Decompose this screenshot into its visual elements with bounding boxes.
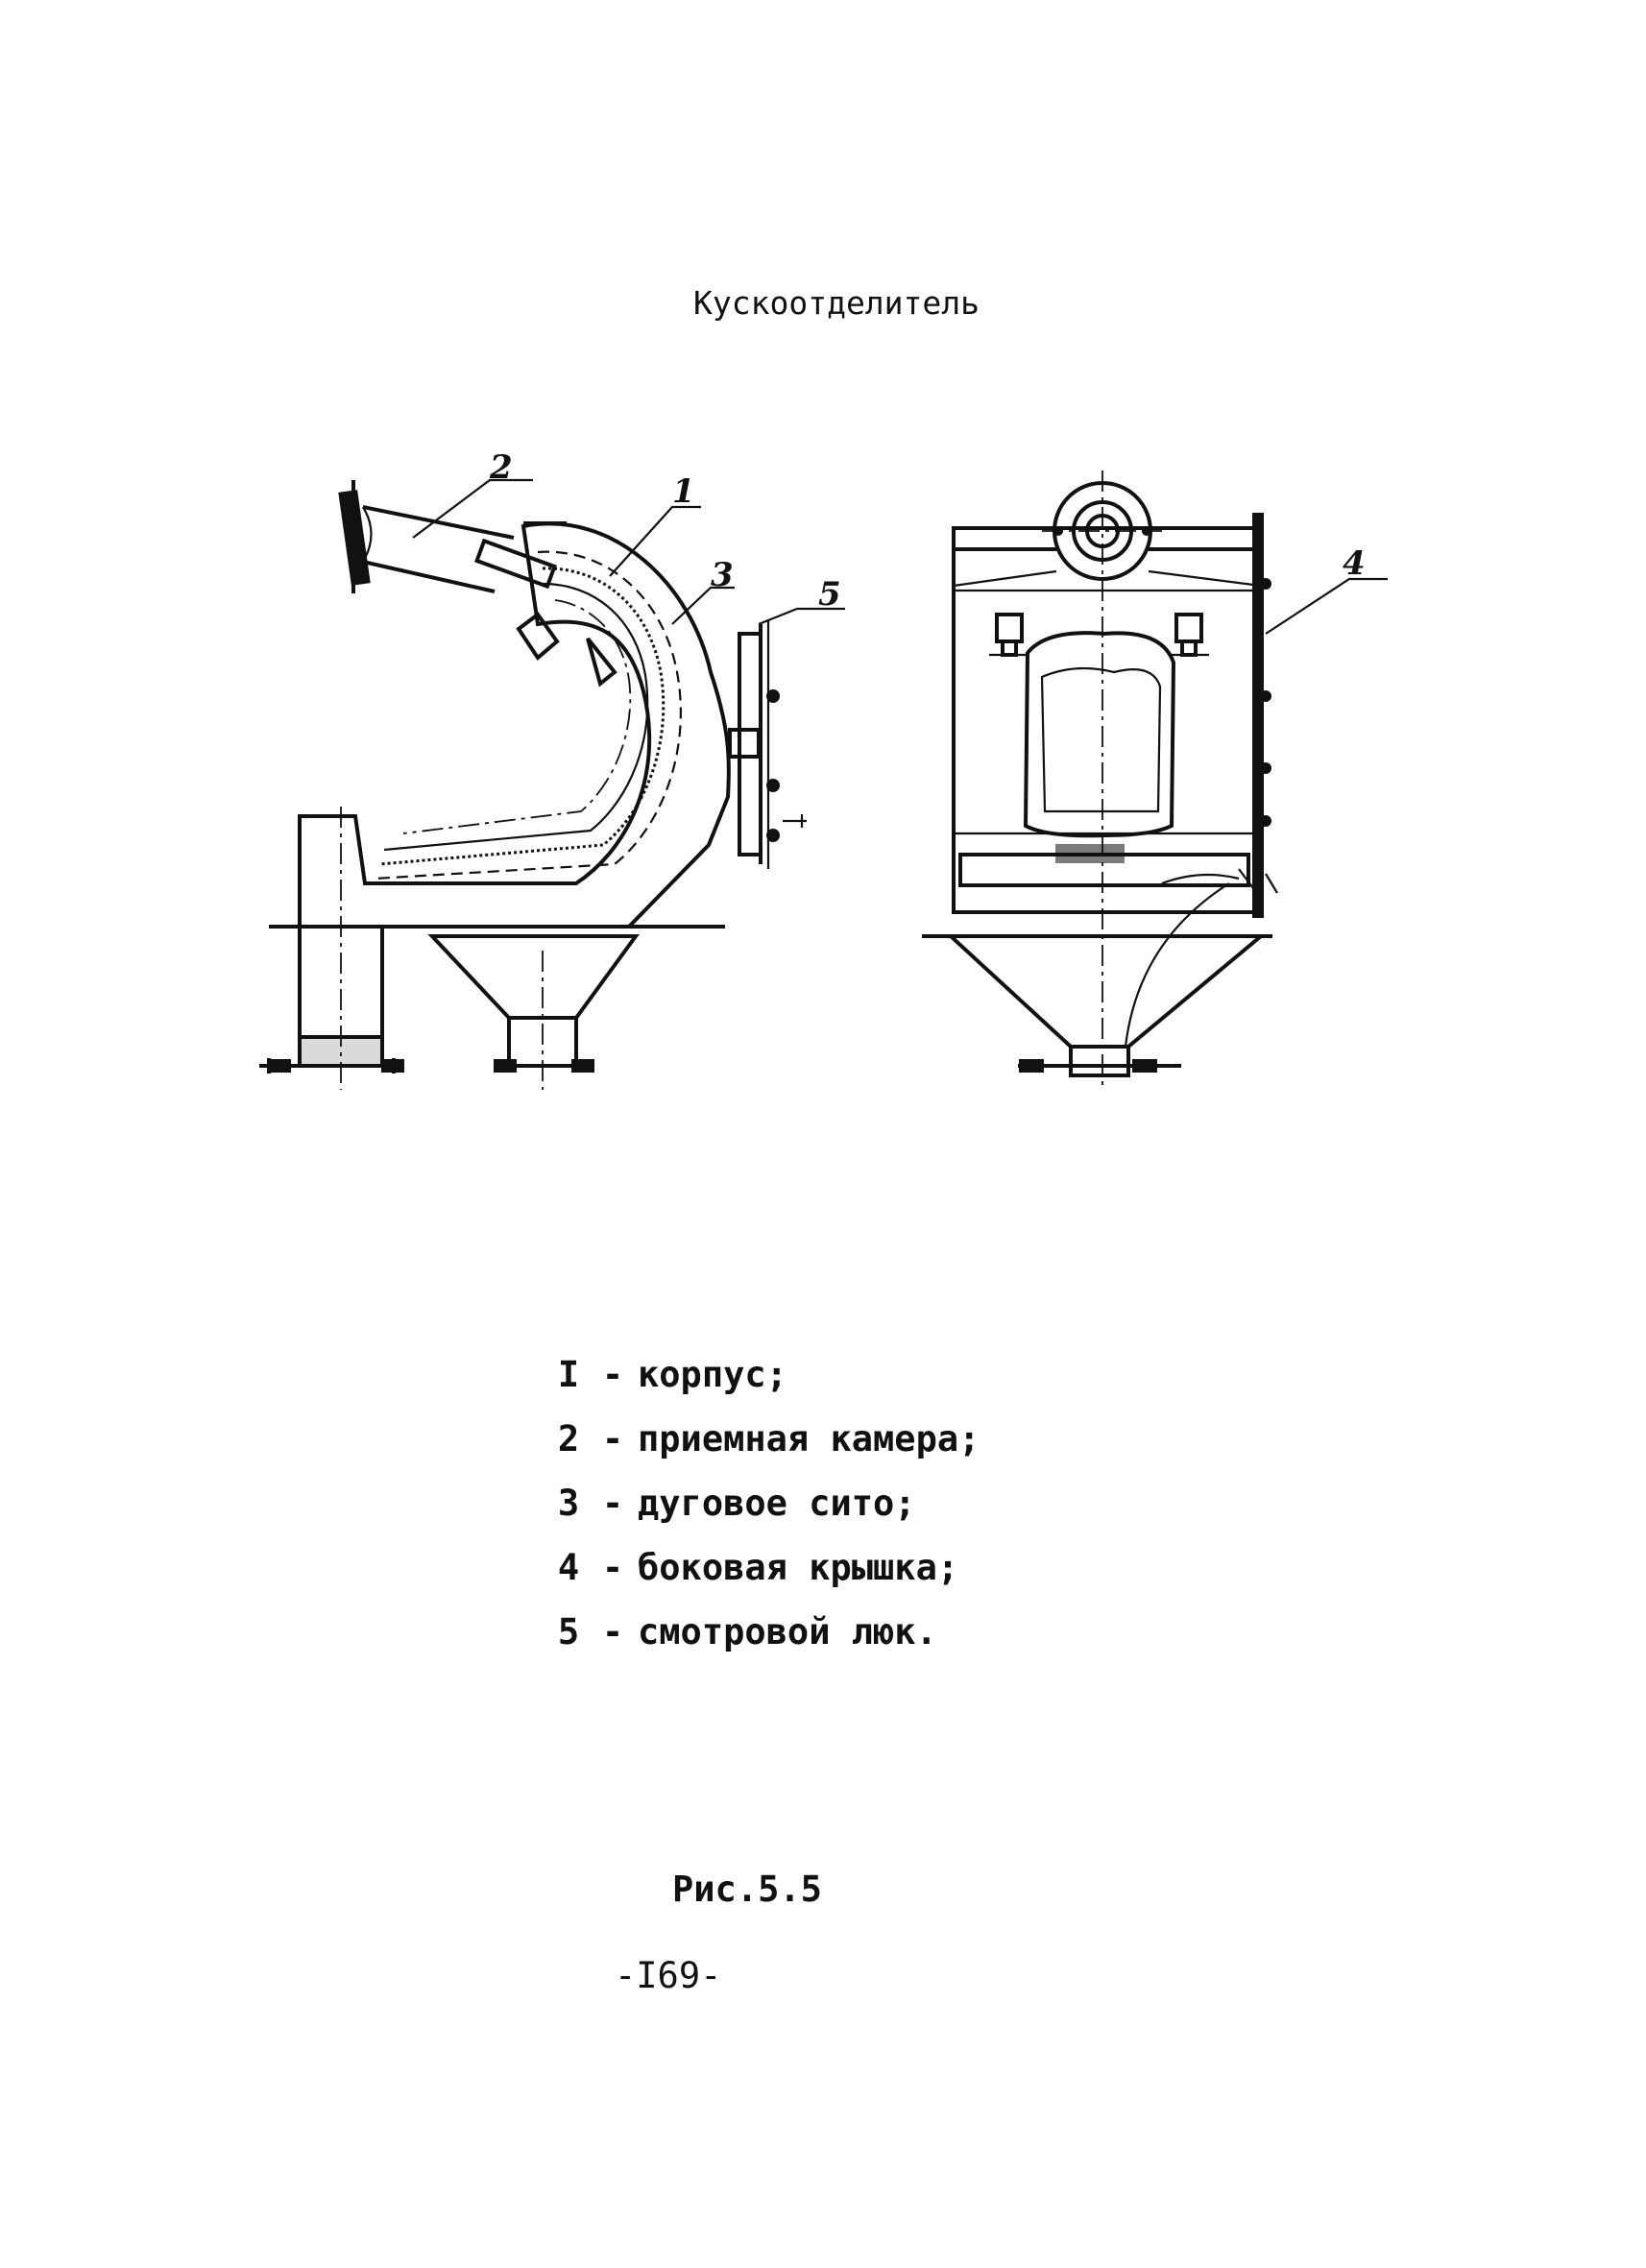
legend-item: 5 - смотровой люк. [557,1611,937,1653]
page-number: -I69- [615,1955,722,1996]
casing-outline [300,523,729,927]
side-view-drawing [259,480,845,1090]
callout-5: 5 [818,575,841,614]
callout-1: 1 [672,472,695,511]
figure-caption: Рис.5.5 [672,1869,822,1910]
callout-4: 4 [1343,544,1366,583]
callout-3: 3 [711,556,734,594]
inlet-flange [1042,470,1162,1090]
legend-item: 4 - боковая крышка; [557,1547,959,1588]
legend-item: 2 - приемная камера; [557,1418,980,1460]
legend-item: 3 - дуговое сито; [557,1483,916,1524]
legend-item: I - корпус; [557,1354,787,1395]
legend [549,1342,980,1664]
inspection-hatch [730,619,807,869]
front-view-drawing [922,470,1388,1090]
callout-2: 2 [490,448,513,487]
page-title: Кускоотделитель [693,284,980,322]
